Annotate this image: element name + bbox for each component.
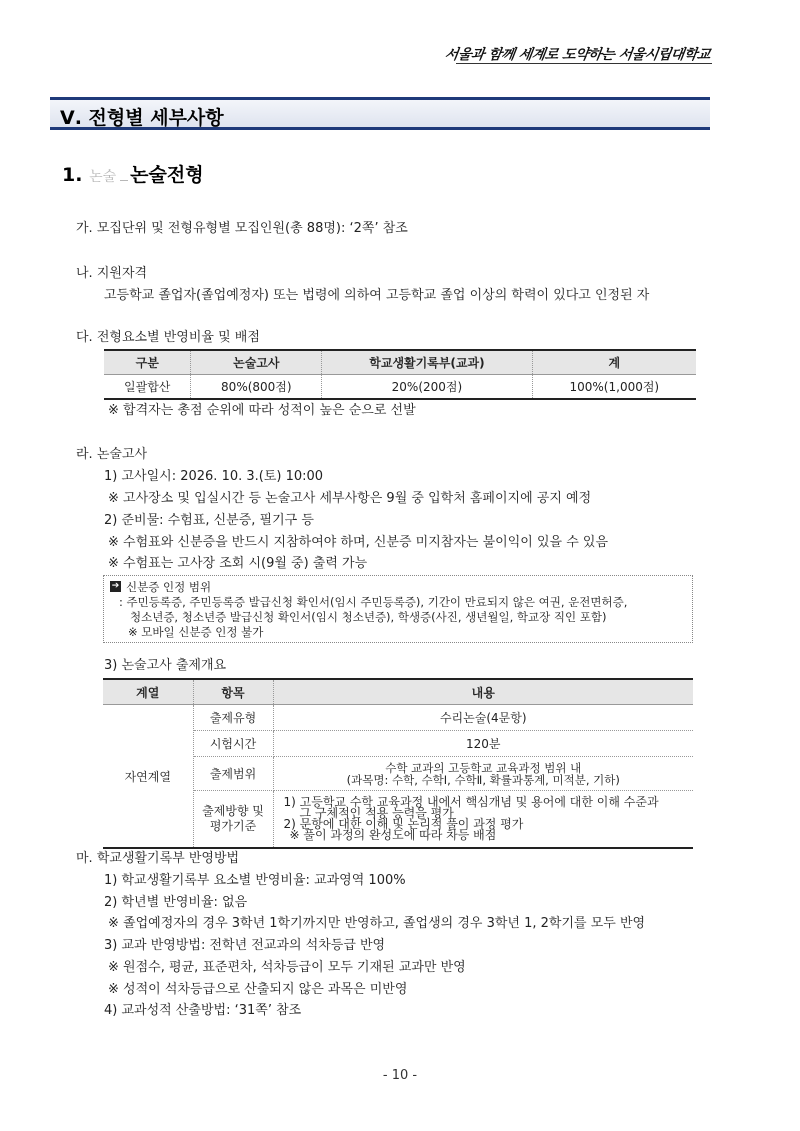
box-line-3: ※ 모바일 신분증 인정 불가 xyxy=(128,625,264,639)
ma-line-3: ※ 졸업예정자의 경우 3학년 1학기까지만 반영하고, 졸업생의 경우 3학년 1, 2학기를 모두 반영 xyxy=(108,916,646,931)
ra-line-6: 3) 논술고사 출제개요 xyxy=(104,658,227,673)
table-cell: 20%(200점) xyxy=(322,375,532,400)
heading-ghost-text: 논술 xyxy=(89,169,117,185)
ma-line-6: ※ 성적이 석차등급으로 산출되지 않은 과목은 미반영 xyxy=(108,982,408,997)
table-header: 계열 xyxy=(103,679,193,705)
header-underline xyxy=(456,63,712,64)
ma-line-1: 1) 학교생활기록부 요소별 반영비율: 교과영역 100% xyxy=(104,873,406,888)
item-ga: 가. 모집단위 및 전형유형별 모집인원(총 88명): ‘2쪽’ 참조 xyxy=(76,221,408,236)
table-header: 계 xyxy=(532,350,696,375)
arrow-box-icon: ➔ xyxy=(111,581,120,591)
ma-line-5: ※ 원점수, 평균, 표준편차, 석차등급이 모두 기재된 교과만 반영 xyxy=(108,960,466,975)
range-line-1: 수학 교과의 고등학교 교육과정 범위 내 xyxy=(385,760,582,775)
ma-line-7: 4) 교과성적 산출방법: ‘31쪽’ 참조 xyxy=(104,1003,302,1018)
criteria-cell xyxy=(273,791,693,849)
table-header-row xyxy=(103,679,693,705)
table-header-row xyxy=(104,350,696,375)
heading-number: 1. xyxy=(62,164,83,186)
ra-line-3: 2) 준비물: 수험표, 신분증, 필기구 등 xyxy=(104,513,314,528)
item-da-title: 다. 전형요소별 반영비율 및 배점 xyxy=(76,330,260,345)
item-ma-title: 마. 학교생활기록부 반영방법 xyxy=(76,851,240,866)
heading-ghost-underline xyxy=(120,180,128,181)
table-header: 내용 xyxy=(273,679,693,705)
item-na-title: 나. 지원자격 xyxy=(76,266,148,281)
item-da-note: ※ 합격자는 총점 순위에 따라 성적이 높은 순으로 선발 xyxy=(108,403,416,418)
section-title: Ⅴ. 전형별 세부사항 xyxy=(60,107,224,129)
heading-1 xyxy=(62,160,204,187)
criteria-label-2: 평가기준 xyxy=(209,819,257,833)
category-cell: 자연계열 xyxy=(103,705,193,849)
table-cell: 수리논술(4문항) xyxy=(273,705,693,731)
ra-line-4: ※ 수험표와 신분증을 반드시 지참하여야 하며, 신분증 미지참자는 불이익이 있을 수 있음 xyxy=(108,535,609,550)
page-number: - 10 - xyxy=(382,1068,418,1083)
section-title-bar xyxy=(50,97,710,130)
ra-line-1: 1) 고사일시: 2026. 10. 3.(토) 10:00 xyxy=(104,469,324,484)
table-cell: 출제범위 xyxy=(193,757,273,791)
box-line-1: : 주민등록증, 주민등록증 발급신청 확인서(임시 주민등록증), 기간이 만료되지 않은 여권, 운전면허증, xyxy=(119,595,628,609)
criteria-label-1: 출제방향 및 xyxy=(202,804,264,818)
criteria-line-2: 그 구체적인 적용 능력을 평가 xyxy=(299,806,454,820)
range-line-2: (과목명: 수학, 수학Ⅰ, 수학Ⅱ, 확률과통계, 미적분, 기하) xyxy=(346,772,620,787)
ra-line-5: ※ 수험표는 고사장 조회 시(9월 중) 출력 가능 xyxy=(108,556,368,571)
box-line-2: 청소년증, 청소년증 발급신청 확인서(임시 청소년증), 학생증(사진, 생년월일, 학교장 직인 포함) xyxy=(130,610,607,624)
item-na-text: 고등학교 졸업자(졸업예정자) 또는 법령에 의하여 고등학교 졸업 이상의 학력이 있다고 인정된 자 xyxy=(104,288,650,303)
score-ratio-table xyxy=(104,349,696,400)
table-cell: 80%(800점) xyxy=(191,375,322,400)
table-header: 구분 xyxy=(104,350,191,375)
exam-overview-table xyxy=(103,678,693,849)
table-cell: 120분 xyxy=(273,731,693,757)
box-title: 신분증 인정 범위 xyxy=(126,580,212,594)
criteria-line-4: ※ 풀이 과정의 완성도에 따라 차등 배점 xyxy=(289,828,497,842)
criteria-label-cell xyxy=(193,791,273,849)
table-cell: 일괄합산 xyxy=(104,375,191,400)
table-row xyxy=(104,375,696,400)
table-header: 학교생활기록부(교과) xyxy=(322,350,532,375)
ra-line-2: ※ 고사장소 및 입실시간 등 논술고사 세부사항은 9월 중 입학처 홈페이지에 공지 예정 xyxy=(108,491,592,506)
table-cell: 시험시간 xyxy=(193,731,273,757)
range-cell xyxy=(273,757,693,791)
table-row xyxy=(103,705,693,731)
table-cell: 출제유형 xyxy=(193,705,273,731)
criteria-line-1: 1) 고등학교 수학 교육과정 내에서 핵심개념 및 용어에 대한 이해 수준과 xyxy=(283,795,659,809)
heading-title: 논술전형 xyxy=(130,164,204,186)
header-slogan: 서울과 함께 세계로 도약하는 서울시립대학교 xyxy=(443,47,711,63)
ma-line-4: 3) 교과 반영방법: 전학년 전교과의 석차등급 반영 xyxy=(104,938,386,953)
ma-line-2: 2) 학년별 반영비율: 없음 xyxy=(104,895,248,910)
table-header: 논술고사 xyxy=(191,350,322,375)
criteria-line-3: 2) 문항에 대한 이해 및 논리적 풀이 과정 평가 xyxy=(283,817,524,831)
table-cell: 100%(1,000점) xyxy=(532,375,696,400)
table-header: 항목 xyxy=(193,679,273,705)
item-ra-title: 라. 논술고사 xyxy=(76,447,148,462)
id-info-box xyxy=(103,575,693,643)
